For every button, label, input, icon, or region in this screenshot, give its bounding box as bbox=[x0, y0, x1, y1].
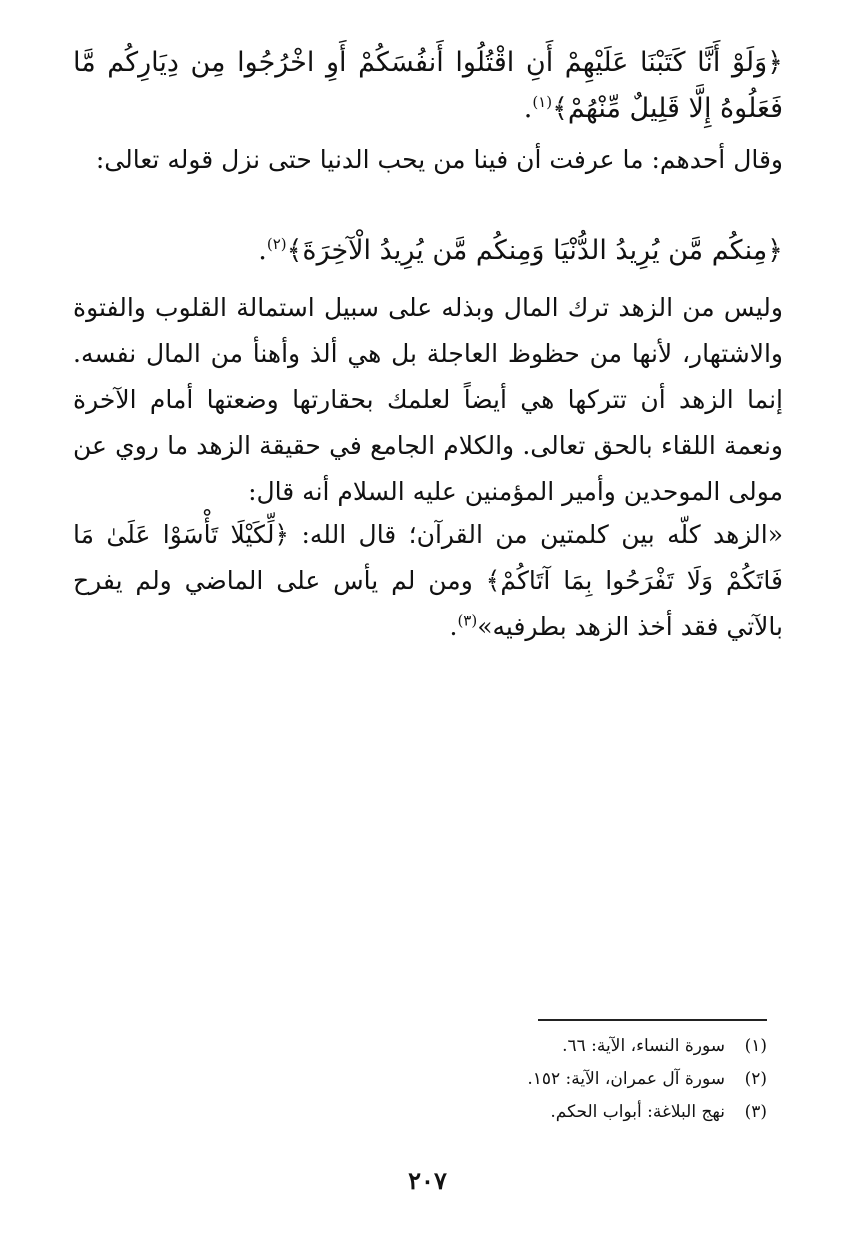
verse-2-text: ﴿مِنكُم مَّن يُرِيدُ الدُّنْيَا وَمِنكُم مَّن يُرِيدُ الْآخِرَةَ﴾ bbox=[286, 235, 783, 266]
quote-paragraph: «الزهد كلّه بين كلمتين من القرآن؛ قال الله: ﴿لِّكَيْلَا تَأْسَوْا عَلَىٰ مَا فَاتَكُمْ وَلَا تَفْرَحُوا بِمَا آتَاكُمْ﴾ ومن لم يأس على الماضي ولم يفرح بالآتي فقد أخذ الزهد بطرفيه»$^{(٣)}$. bbox=[73, 520, 784, 641]
verse-1-text: ﴿وَلَوْ أَنَّا كَتَبْنَا عَلَيْهِمْ أَنِ اقْتُلُوا أَنفُسَكُمْ أَوِ اخْرُجُوا مِن دِيَارِكُم مَّا فَعَلُوهُ إِلَّا قَلِيلٌ مِّنْهُمْ﴾ bbox=[73, 47, 783, 124]
footnote-ref-1: (١) bbox=[532, 93, 553, 111]
footnote-ref-2: (٢) bbox=[266, 235, 287, 253]
footnote-item bbox=[167, 1063, 767, 1096]
footnote-separator bbox=[538, 1019, 767, 1021]
footnote-text: سورة آل عمران، الآية: ١٥٢. bbox=[527, 1069, 725, 1089]
footnote-number: (٢) bbox=[744, 1069, 767, 1089]
paragraph-1-text: وقال أحدهم: ما عرفت أن فينا من يحب الدنيا حتى نزل قوله تعالى: bbox=[95, 145, 783, 174]
quote-tail: ومن لم يأس على الماضي ولم يفرح بالآتي فقد أخذ الزهد بطرفيه» bbox=[73, 566, 783, 641]
quote-intro: «الزهد كلّه بين كلمتين من القرآن؛ قال الله: bbox=[301, 520, 784, 549]
quote-verse: ﴿لِّكَيْلَا تَأْسَوْا عَلَىٰ مَا فَاتَكُمْ وَلَا تَفْرَحُوا بِمَا آتَاكُمْ﴾ bbox=[73, 520, 783, 595]
page-number: ٢٠٧ bbox=[408, 1166, 447, 1195]
paragraph-1 bbox=[73, 137, 783, 183]
footnote-number: (٣) bbox=[744, 1102, 767, 1122]
footnote-text: نهج البلاغة: أبواب الحكم. bbox=[550, 1102, 725, 1122]
paragraph-2-text: وليس من الزهد ترك المال وبذله على سبيل استمالة القلوب والفتوة والاشتهار، لأنها من حظوظ العاجلة بل هي ألذ وأهنأ من المال نفسه. إنما الزهد أن تتركها هي أيضاً لعلمك بحقارتها وضعتها أمام الآخرة ونعمة اللقاء بالحق تعالى. والكلام الجامع في حقيقة الزهد ما روي عن مولى الموحدين وأمير المؤمنين عليه السلام أنه قال: bbox=[73, 293, 783, 506]
footnote-number: (١) bbox=[744, 1036, 767, 1056]
footnote-item bbox=[167, 1030, 767, 1063]
footnote-item bbox=[167, 1096, 767, 1129]
quran-verse-1: ﴿وَلَوْ أَنَّا كَتَبْنَا عَلَيْهِمْ أَنِ اقْتُلُوا أَنفُسَكُمْ أَوِ اخْرُجُوا مِن دِيَارِكُم مَّا فَعَلُوهُ إِلَّا قَلِيلٌ مِّنْهُمْ﴾$^{(١)}$. bbox=[73, 47, 783, 124]
footnote-text: سورة النساء، الآية: ٦٦. bbox=[562, 1036, 725, 1056]
paragraph-2 bbox=[73, 285, 783, 515]
quran-verse-2: ﴿مِنكُم مَّن يُرِيدُ الدُّنْيَا وَمِنكُم مَّن يُرِيدُ الْآخِرَةَ﴾$^{(٢)}$. bbox=[258, 235, 783, 266]
footnote-ref-3: (٣) bbox=[457, 611, 478, 630]
footnotes bbox=[167, 1030, 767, 1129]
